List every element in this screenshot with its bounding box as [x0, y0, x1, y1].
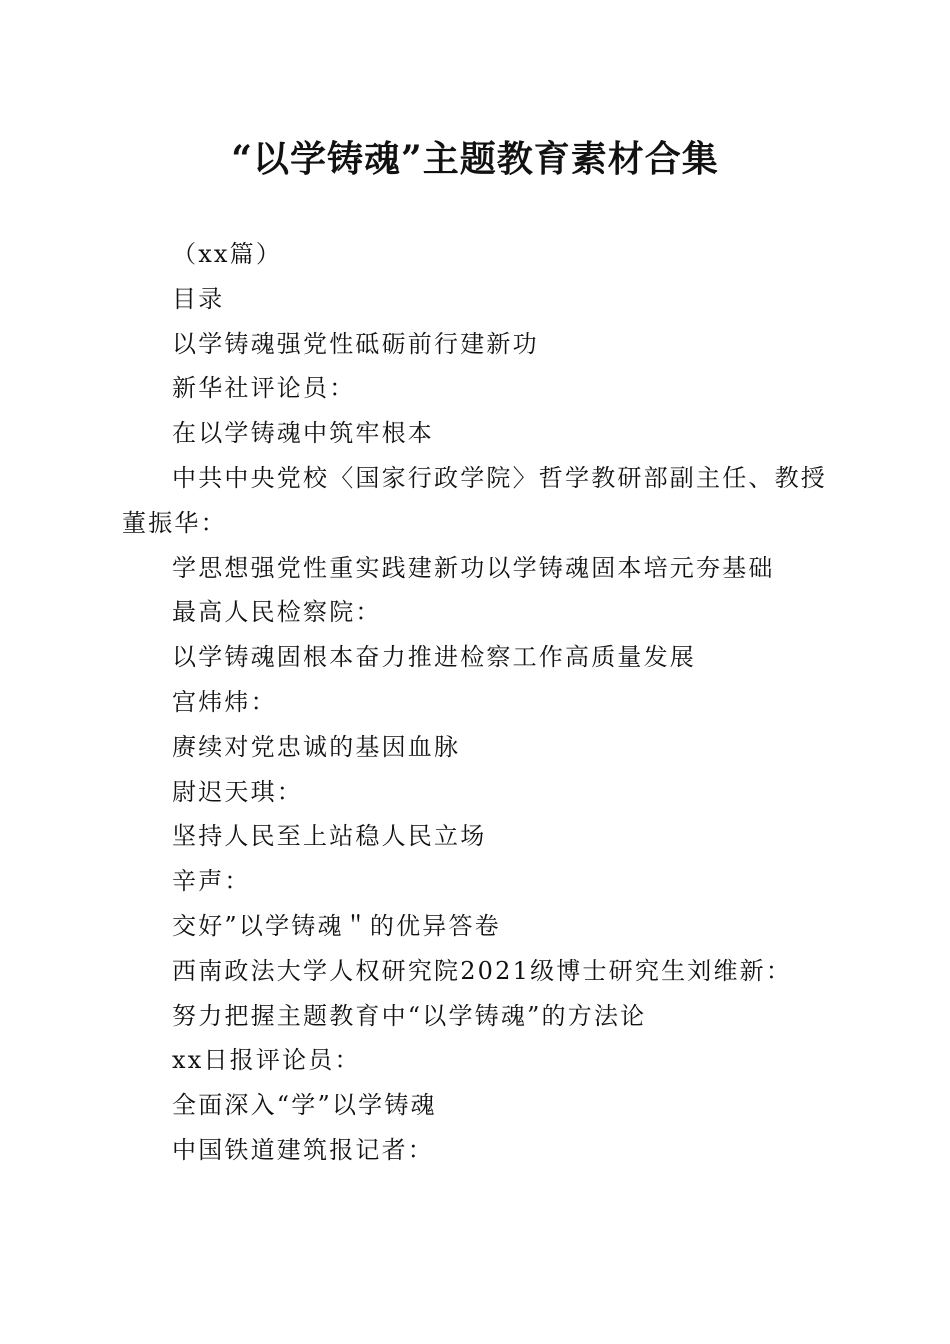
document-body: [122, 232, 832, 1173]
paragraph-count: （xx篇）: [172, 240, 283, 268]
toc-item-title: 以学铸魂固根本奋力推进检察工作高质量发展: [172, 643, 696, 672]
toc-item-author: 最高人民检察院：: [172, 598, 382, 627]
toc-item-author: 中国铁道建筑报记者：: [172, 1135, 434, 1164]
toc-item-author: 辛声：: [172, 867, 251, 896]
toc-item-title: 努力把握主题教育中“以学铸魂”的方法论: [172, 1001, 647, 1030]
toc-item-author: 西南政法大学人权研究院2021级博士研究生刘维新：: [172, 956, 793, 985]
toc-item-title: 坚持人民至上站稳人民立场: [172, 822, 487, 851]
toc-item-author: 新华社评论员：: [172, 374, 356, 403]
paragraph-toc-heading: 目录: [172, 284, 225, 313]
toc-item-author: 宫炜炜：: [172, 687, 277, 716]
toc-item-title: 交好”以学铸魂＂的优异答卷: [172, 911, 501, 940]
toc-item-title: 赓续对党忠诚的基因血脉: [172, 732, 461, 761]
toc-item-author: xx日报评论员：: [172, 1046, 361, 1075]
toc-item-author: 尉迟天琪：: [172, 777, 303, 806]
toc-item-title: 全面深入“学”以学铸魂: [172, 1091, 437, 1120]
toc-item-author: 中共中央党校〈国家行政学院〉哲学教研部副主任、教授董振华：: [122, 463, 827, 537]
toc-item-title: 学思想强党性重实践建新功以学铸魂固本培元夯基础: [172, 553, 775, 582]
document-title: “以学铸魂”主题教育素材合集: [231, 138, 719, 180]
toc-item-title: 以学铸魂强党性砥砺前行建新功: [172, 329, 539, 358]
toc-item-title: 在以学铸魂中筑牢根本: [172, 419, 434, 448]
